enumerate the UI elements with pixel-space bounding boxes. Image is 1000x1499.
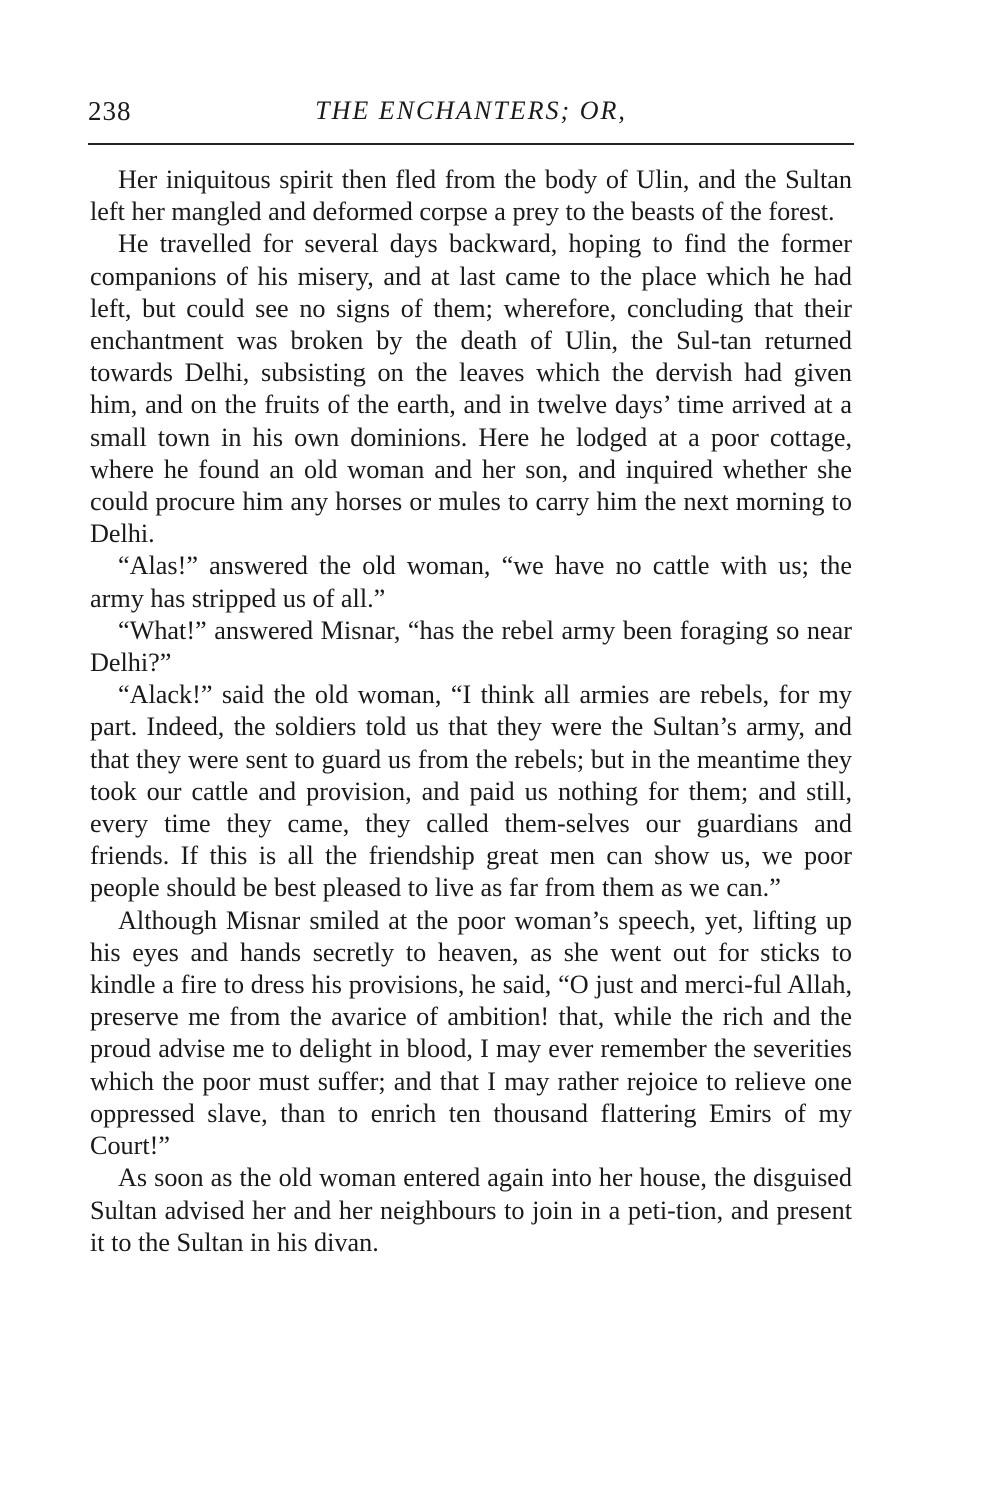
page-number: 238 <box>88 96 132 126</box>
header-rule <box>88 143 854 145</box>
running-title: THE ENCHANTERS; OR, <box>315 96 627 125</box>
paragraph: Her iniquitous spirit then fled from the body of Ulin, and the Sultan left her mangled and deformed corpse a prey to the beasts of the forest. <box>90 165 852 227</box>
paragraph: Although Misnar smiled at the poor woman’s speech, yet, lifting up his eyes and hands secretly to heaven, as she went out for sticks to kindle a fire to dress his provisions, he said, “O just and merci-ful Allah, preserve me from the avarice of ambition! that, while the rich and the proud advise me to delight in blood, I may ever remember the severities which the poor must suffer; and that I may rather rejoice to relieve one oppressed slave, than to enrich ten thousand flattering Emirs of my Court!” <box>90 905 852 1161</box>
paragraph: “What!” answered Misnar, “has the rebel army been foraging so near Delhi?” <box>90 615 852 678</box>
paragraph: As soon as the old woman entered again into her house, the disguised Sultan advised her and her neighbours to join in a peti-tion, and present it to the Sultan in his divan. <box>90 1163 852 1257</box>
paragraph: “Alack!” said the old woman, “I think all armies are rebels, for my part. Indeed, the soldiers told us that they were the Sultan’s army, and that they were sent to guard us from the rebels; but in the meantime they took our cattle and provision, and paid us nothing for them; and still, every time they came, they called them-selves our guardians and friends. If this is all the friendship great men can show us, we poor people should be best pleased to live as far from them as we can.” <box>90 680 852 903</box>
page-header <box>88 96 854 136</box>
paragraph: He travelled for several days backward, hoping to find the former companions of his misery, and at last came to the place which he had left, but could see no signs of them; wherefore, concluding that their enchantment was broken by the death of Ulin, the Sul-tan returned towards Delhi, subsisting on the leaves which the dervish had given him, and on the fruits of the earth, and in twelve days’ time arrived at a small town in his own dominions. Here he lodged at a poor cottage, where he found an old woman and her son, and inquired whether she could procure him any horses or mules to carry him the next morning to Delhi. <box>90 229 852 549</box>
paragraph: “Alas!” answered the old woman, “we have no cattle with us; the army has stripped us of all.” <box>90 551 852 613</box>
body-text <box>90 164 852 1259</box>
